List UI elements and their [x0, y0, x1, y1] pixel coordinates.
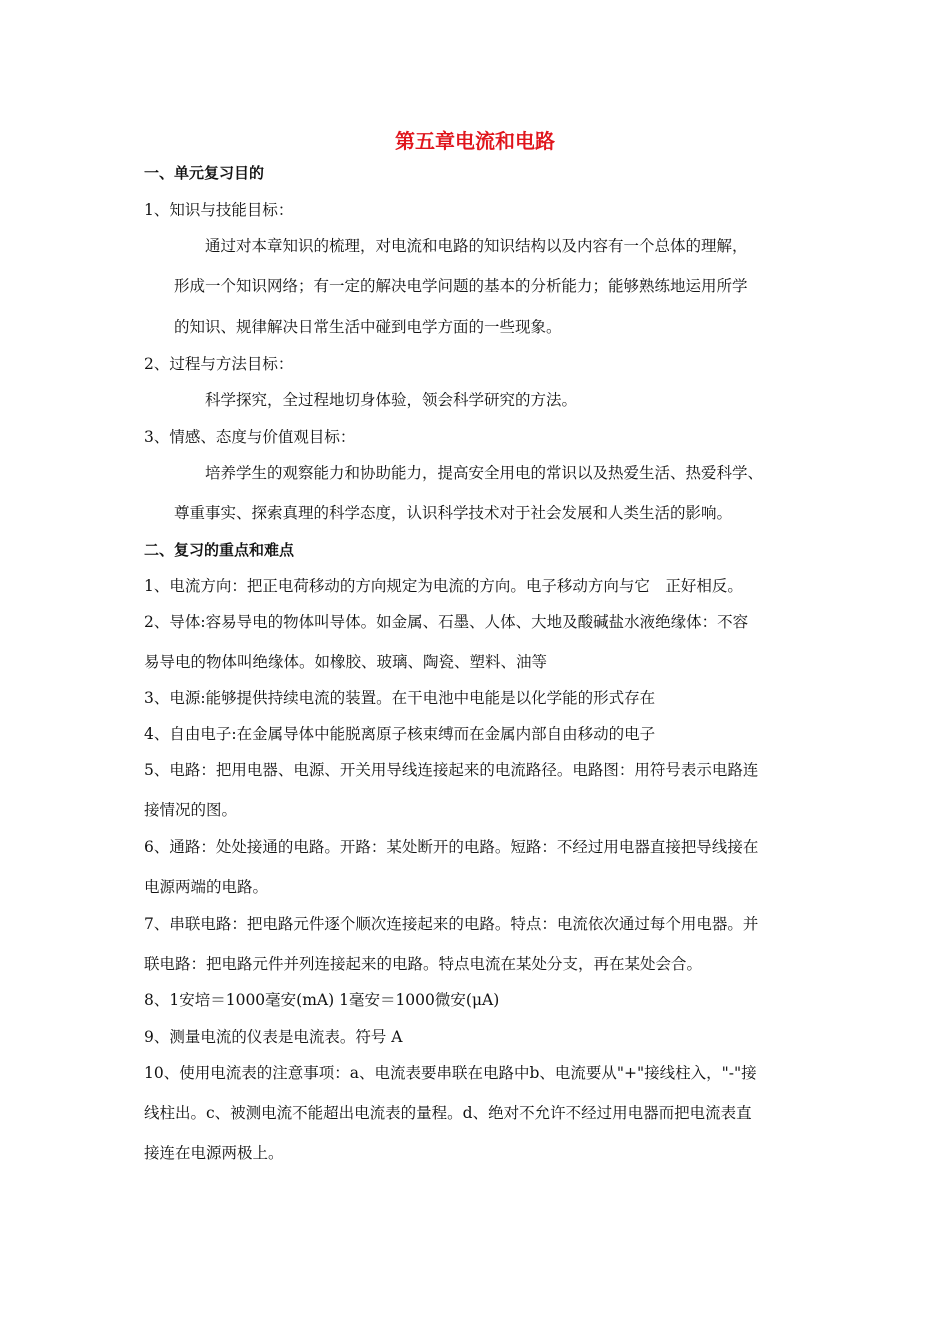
key-point-line: 6、通路：处处接通的电路。开路：某处断开的电路。短路：不经过用电器直接把导线接在: [144, 838, 759, 856]
objective-3-line-2: 尊重事实、探索真理的科学态度，认识科学技术对于社会发展和人类生活的影响。: [174, 504, 733, 522]
key-point-line: 1、电流方向：把正电荷移动的方向规定为电流的方向。电子移动方向与它 正好相反。: [144, 577, 743, 595]
key-point-line: 电源两端的电路。: [144, 878, 269, 896]
key-point-line: 8、1安培＝1000毫安(mA) 1毫安＝1000微安(μA): [144, 991, 500, 1009]
key-point-line: 4、自由电子:在金属导体中能脱离原子核束缚而在金属内部自由移动的电子: [144, 725, 656, 743]
key-point-line: 10、使用电流表的注意事项：a、电流表要串联在电路中b、电流要从"+"接线柱入，"-"接: [144, 1064, 757, 1082]
key-point-line: 联电路：把电路元件并列连接起来的电路。特点电流在某处分支，再在某处会合。: [144, 955, 703, 973]
section-heading-key-points: 二、复习的重点和难点: [144, 541, 295, 559]
key-point-line: 接情况的图。: [144, 801, 238, 819]
key-point-line: 5、电路：把用电器、电源、开关用导线连接起来的电流路径。电路图：用符号表示电路连: [144, 761, 759, 779]
objective-1-line-3: 的知识、规律解决日常生活中碰到电学方面的一些现象。: [174, 318, 562, 336]
key-point-line: 2、导体:容易导电的物体叫导体。如金属、石墨、人体、大地及酸碱盐水液绝缘体：不容: [144, 613, 749, 631]
section-heading-objectives: 一、单元复习目的: [144, 164, 265, 182]
objective-2-label: 2、过程与方法目标：: [144, 355, 294, 373]
objective-1-label: 1、知识与技能目标：: [144, 201, 294, 219]
key-point-line: 易导电的物体叫绝缘体。如橡胶、玻璃、陶瓷、塑料、油等: [144, 653, 548, 671]
page-title: 第五章电流和电路: [395, 129, 555, 153]
objective-2-line: 科学探究，全过程地切身体验，领会科学研究的方法。: [205, 391, 578, 409]
objective-3-line-1: 培养学生的观察能力和协助能力，提高安全用电的常识以及热爱生活、热爱科学、: [205, 464, 764, 482]
key-point-line: 接连在电源两极上。: [144, 1144, 284, 1162]
objective-1-line-2: 形成一个知识网络；有一定的解决电学问题的基本的分析能力；能够熟练地运用所学: [174, 277, 748, 295]
key-point-line: 7、串联电路：把电路元件逐个顺次连接起来的电路。特点：电流依次通过每个用电器。并: [144, 915, 759, 933]
key-point-line: 9、测量电流的仪表是电流表。符号 A: [144, 1028, 403, 1046]
objective-3-label: 3、情感、态度与价值观目标：: [144, 428, 356, 446]
key-point-line: 线柱出。c、被测电流不能超出电流表的量程。d、绝对不允许不经过用电器而把电流表直: [144, 1104, 752, 1122]
objective-1-line-1: 通过对本章知识的梳理，对电流和电路的知识结构以及内容有一个总体的理解，: [205, 237, 748, 255]
key-point-line: 3、电源:能够提供持续电流的装置。在干电池中电能是以化学能的形式存在: [144, 689, 656, 707]
